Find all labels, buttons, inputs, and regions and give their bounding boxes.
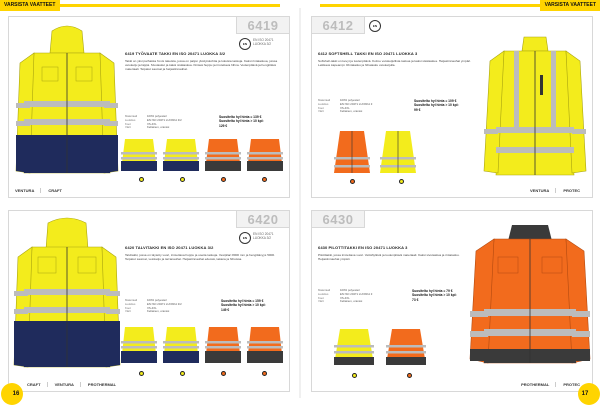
certification-badge-icon: EN (369, 20, 381, 32)
spec-row (125, 126, 215, 130)
color-swatches (139, 177, 267, 182)
swatch-yellow[interactable] (399, 179, 404, 184)
product-description: Softshell-takki on kevyt ja tuulenpitävä. Kolme vetoketjullista taskua ja kaksi sisätaskua. Heijastinnauhat ympäri. Leikkaus kapeampi. Rintatasku ja hihatasku vetoketjulla. (318, 59, 472, 68)
header-right-label: VARSISTA VAATTEET (544, 2, 596, 8)
spec-value: Keltainen, oranssi (340, 109, 363, 114)
brand-logos (15, 188, 68, 193)
thumb-orange-softshell (334, 131, 370, 173)
variant-thumbnails (334, 327, 426, 369)
cert-label: EN ISO 20471 LUOKKA 3/2 (253, 38, 274, 46)
spec-key: Värit (318, 299, 324, 304)
product-card-6430 (311, 210, 593, 397)
brand-logo: PROTEC (563, 188, 580, 193)
spec-key: Koot (125, 305, 131, 310)
header-stripe-left (60, 4, 280, 7)
variant-thumbnails (334, 129, 418, 175)
product-title: 6419 TYÖVAATE TAKKI EN ISO 20471 LUOKKA 3/2 (125, 51, 226, 56)
spec-table (318, 99, 408, 114)
thumb-orange-front (205, 139, 241, 171)
spec-value: XS-4XL (340, 295, 350, 300)
spec-value: EN ISO 20471 LUOKKA 3/2 (147, 301, 182, 306)
thumb-yellow-navy-front (121, 327, 157, 363)
price-line: 73 € (412, 297, 419, 302)
jacket-image-main (12, 217, 122, 379)
price-block (221, 299, 266, 312)
product-description: Takki on yksi parhaista hi-vis takeista, jossa on paljon yksityiskohtia ja lukuisia taskuja. Kaksi rintataskua, joissa vetoketju ja läppä. Sivutaskut ja kaksi sisätaskua. Kiinteä huppu ja irrotettava hihna. Vedenpitävä ja hengittävä materiaali. Teipatut saumat ja heijastinnauhat. (125, 59, 278, 72)
swatch-yellow[interactable] (352, 373, 357, 378)
spec-key: Luokitus (318, 291, 329, 296)
spec-key: Materiaali (318, 98, 331, 102)
swatch-orange[interactable] (221, 371, 226, 376)
spec-value: XS-4XL (147, 121, 157, 126)
product-title: 6412 SOFTSHELL TAKKI EN ISO 20471 LUOKKA 3 (318, 51, 418, 56)
spec-value: XS-4XL (340, 105, 350, 110)
brand-logo: PROTHERMAL (521, 382, 556, 387)
brand-logos (27, 382, 122, 387)
price-line: Suositeltu hyl hinta = 159 € (221, 299, 264, 303)
price-block (412, 289, 457, 302)
variant-thumbnails (121, 325, 289, 367)
page-number-left-label: 16 (12, 391, 20, 397)
spec-key: Luokitus (125, 301, 136, 306)
spec-key: Koot (318, 105, 324, 110)
swatch-orange[interactable] (262, 177, 267, 182)
spec-table (318, 289, 408, 304)
price-line: Suositeltu hyl hinta > 10 kpl: (414, 103, 459, 108)
price-line: Suositeltu hyl hinta > 10 kpl: (412, 293, 457, 298)
product-code: 6420 (236, 210, 290, 228)
brand-logos (530, 188, 586, 193)
brand-logo: VENTURA (15, 188, 41, 193)
product-description: Pilottitakki, jossa irrotettava vuori. Vettähylkivä ja tuulenpitävä materiaali. Kaksi sivutaskua ja rintatasku. Heijastinnauhat ympäri. (318, 253, 460, 262)
thumb-yellow-pilot (334, 329, 374, 365)
swatch-orange[interactable] (350, 179, 355, 184)
page-gutter (299, 8, 301, 398)
page-number-right-label: 17 (581, 391, 589, 397)
spec-value: 100% polyesteri (340, 288, 360, 292)
jacket-image-main (12, 23, 122, 185)
color-swatches (350, 179, 404, 184)
spec-value: 100% polyesteri (340, 98, 360, 102)
color-swatches (139, 371, 267, 376)
spec-value: Keltainen, oranssi (147, 125, 170, 130)
swatch-yellow[interactable] (139, 177, 144, 182)
price-line: Suositeltu hyl hinta > 10 kpl: (221, 303, 266, 308)
product-description: Talvitakki, jossa on täytetty vuori, irrotettava huppu ja useita taskuja. Vesipilari 8000 mm ja hengittävyys 5000. Teipatut saumat, vetoketju ja tarranauhat. Heijastinnauhat edessä, takana ja hihoissa. (125, 253, 275, 262)
brand-logo: PROTEC (563, 382, 580, 387)
spec-value: Keltainen, oranssi (340, 299, 363, 304)
spec-row (318, 300, 408, 304)
spec-row (318, 110, 408, 114)
header-left-label: VARSISTA VAATTEET (4, 2, 56, 8)
thumb-orange-back (247, 327, 283, 363)
swatch-yellow[interactable] (139, 371, 144, 376)
spec-value: EN ISO 20471 LUOKKA 3 (340, 101, 373, 106)
product-code: 6430 (311, 210, 365, 228)
product-title: 6420 TALVITAKKI EN ISO 20471 LUOKKA 3/2 (125, 245, 214, 250)
spec-key: Luokitus (318, 101, 329, 106)
spec-value: Keltainen, oranssi (147, 309, 170, 314)
spec-value: 100% polyesteri (147, 114, 167, 118)
swatch-yellow[interactable] (180, 177, 185, 182)
spec-row (125, 310, 215, 314)
product-code: 6412 (311, 16, 365, 34)
brand-logo: VENTURA (530, 188, 556, 193)
product-card-6420 (8, 210, 290, 397)
thumb-orange-pilot (386, 329, 426, 365)
product-card-6419 (8, 16, 290, 198)
spec-table (125, 115, 215, 130)
certification-badge-icon: EN (239, 38, 251, 50)
spec-key: Värit (318, 109, 324, 114)
certification-badge-icon: EN (239, 232, 251, 244)
swatch-yellow[interactable] (180, 371, 185, 376)
spec-key: Värit (125, 125, 131, 130)
spec-value: EN ISO 20471 LUOKKA 3 (340, 291, 373, 296)
product-code: 6419 (236, 16, 290, 34)
jacket-image-main (468, 217, 592, 377)
swatch-orange[interactable] (262, 371, 267, 376)
thumb-orange-front (205, 327, 241, 363)
price-line: 129 € (219, 123, 228, 128)
swatch-orange[interactable] (221, 177, 226, 182)
color-swatches (352, 373, 412, 378)
product-title: 6430 PILOTTITAKKI EN ISO 20471 LUOKKA 3 (318, 245, 408, 250)
price-line: Suositeltu hyl hinta = 109 € (414, 99, 457, 103)
price-line: Suositeltu hyl hinta = 79 € (412, 289, 453, 293)
thumb-orange-back (247, 139, 283, 171)
brand-logo: CRAFT (48, 188, 62, 193)
header-left (0, 0, 60, 11)
spec-value: XS-4XL (147, 305, 157, 310)
thumb-yellow-softshell (380, 131, 416, 173)
header-right (540, 0, 600, 11)
brand-logos (521, 382, 586, 387)
cert-label: EN ISO 20471 LUOKKA 3/2 (253, 232, 274, 240)
swatch-orange[interactable] (407, 373, 412, 378)
thumb-yellow-navy-back (163, 327, 199, 363)
spec-key: Värit (125, 309, 131, 314)
brand-logo: PROTHERMAL (87, 382, 117, 387)
brand-logo: VENTURA (55, 382, 81, 387)
spec-key: Materiaali (125, 298, 138, 302)
price-block (414, 99, 459, 112)
spec-key: Koot (318, 295, 324, 300)
header-stripe-right (320, 4, 540, 7)
price-block (219, 115, 264, 128)
variant-thumbnails (121, 135, 289, 175)
page-number-left (1, 383, 23, 405)
price-line: Suositeltu hyl hinta > 10 kpl: (219, 119, 264, 124)
spec-key: Koot (125, 121, 131, 126)
jacket-image-main (480, 31, 590, 183)
spec-value: 100% polyesteri (147, 298, 167, 302)
thumb-yellow-navy-back (163, 139, 199, 171)
price-line: Suositeltu hyl hinta = 139 € (219, 115, 262, 119)
spec-table (125, 299, 215, 314)
price-line: 149 € (221, 307, 230, 312)
thumb-yellow-navy-front (121, 139, 157, 171)
product-card-6412 (311, 16, 593, 198)
page-number-right (578, 383, 600, 405)
spec-key: Materiaali (318, 288, 331, 292)
spec-key: Materiaali (125, 114, 138, 118)
price-line: 99 € (414, 107, 421, 112)
brand-logo: CRAFT (27, 382, 48, 387)
spec-key: Luokitus (125, 117, 136, 122)
spec-value: EN ISO 20471 LUOKKA 3/2 (147, 117, 182, 122)
